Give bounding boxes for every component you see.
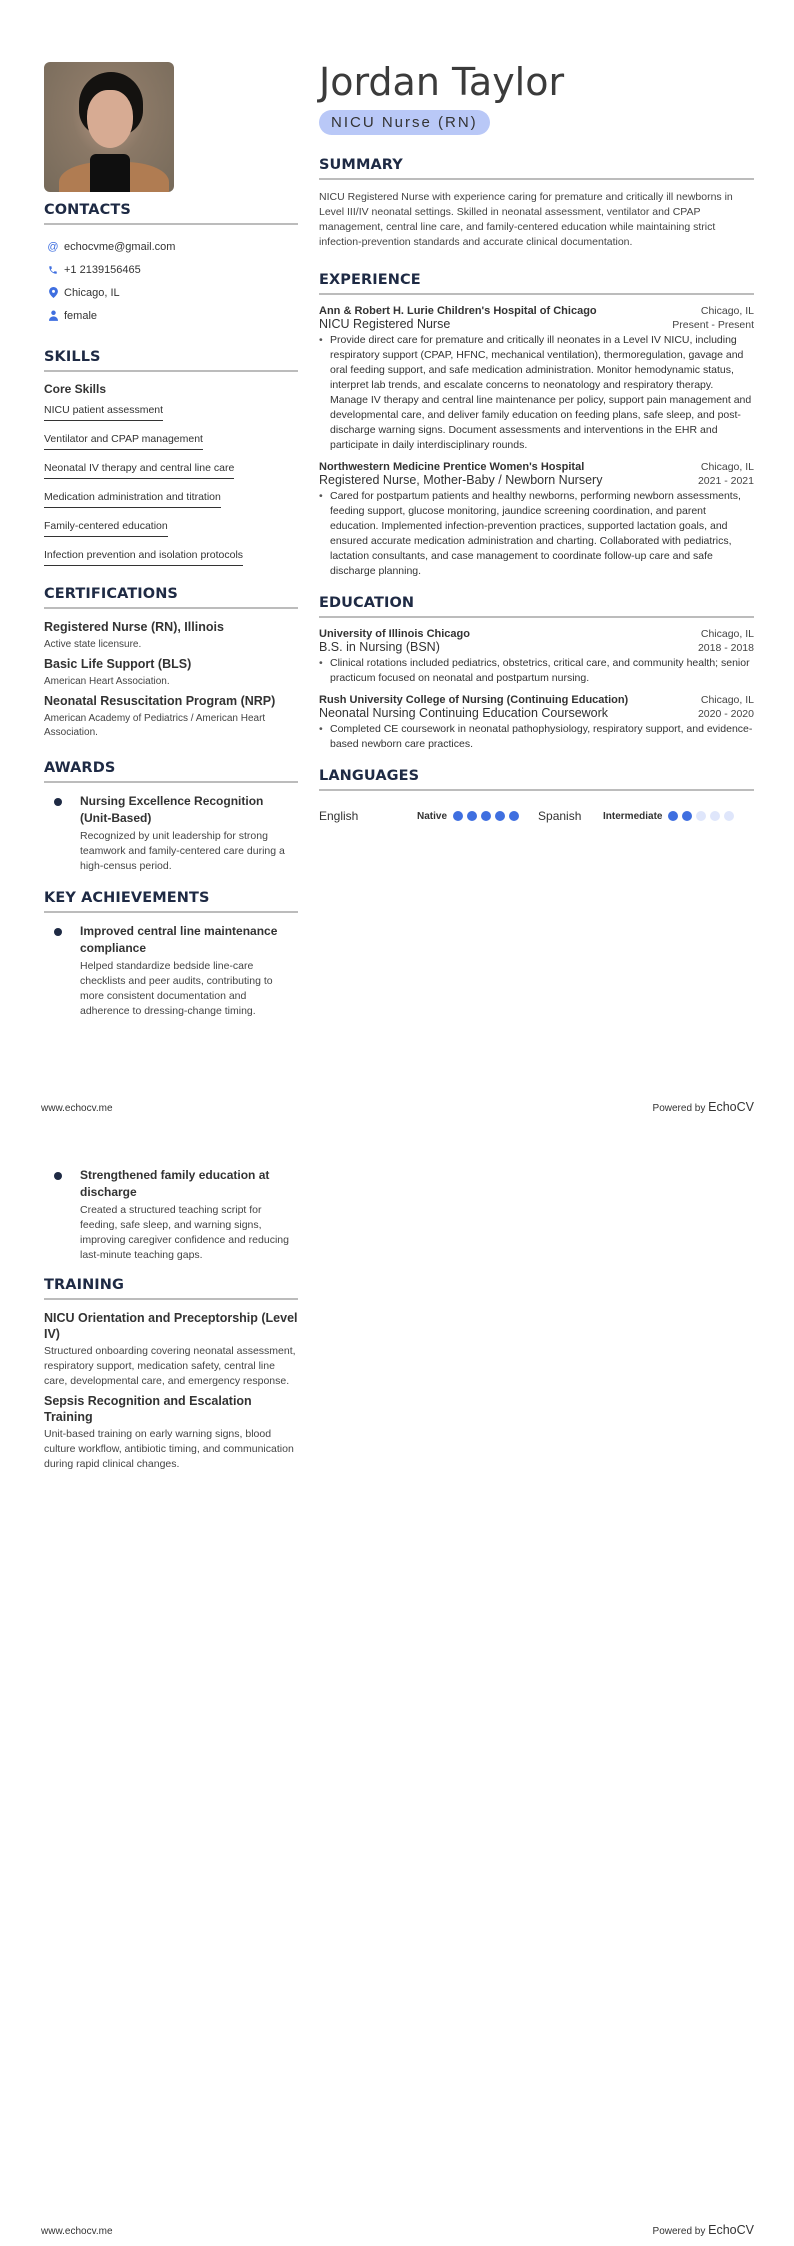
training-item: Sepsis Recognition and Escalation Training Unit-based training on early warning signs, blood culture workflow, antibiotic timing, and communication during rapid clinical changes. <box>44 1394 294 1470</box>
skill-item: Medication administration and titration <box>44 491 221 508</box>
bullet-dot-icon <box>54 798 62 806</box>
achievements-section <box>44 890 298 1019</box>
section-title: EDUCATION <box>319 595 754 618</box>
education-section <box>319 595 754 752</box>
languages-section <box>319 768 754 823</box>
proficiency-dots <box>668 811 734 821</box>
skills-section <box>44 349 298 574</box>
training-section <box>44 1277 298 1472</box>
language-level: Intermediate <box>603 810 663 822</box>
section-title: EXPERIENCE <box>319 272 754 295</box>
education-item <box>319 694 754 752</box>
bullet-dot-icon <box>54 1172 62 1180</box>
bullet: • Cared for postpartum patients and healthy newborns, performing newborn assessments, feeding support, glucose monitoring, jaundice screening coordination, and parent education. Implemented infection-prevention practices, supported lactation goals, and ensured accurate medication administration and charting. Collaborated with pediatrics, lactation consultants, and case management to coordinate follow-up care and safe discharge planning. <box>319 489 754 579</box>
skill-item: Infection prevention and isolation protocols <box>44 549 243 566</box>
achievement-item: Strengthened family education at discharge Created a structured teaching script for feeding, safe sleep, and warning signs, improving caregiver confidence and reducing last-minute teaching gaps. <box>44 1167 298 1263</box>
award-item: Nursing Excellence Recognition (Unit-Based) Recognized by unit leadership for strong teamwork and family-centered care during a high-census period. <box>44 793 298 874</box>
experience-section <box>319 272 754 579</box>
section-title: CONTACTS <box>44 202 298 225</box>
bullet: • Completed CE coursework in neonatal pathophysiology, respiratory support, and evidence-based newborn care practices. <box>319 722 754 752</box>
section-title: SKILLS <box>44 349 298 372</box>
section-title: SUMMARY <box>319 157 754 180</box>
role: NICU Registered Nurse <box>319 317 451 331</box>
contacts-section <box>44 202 298 327</box>
location: Chicago, IL <box>700 305 754 317</box>
school: University of Illinois Chicago <box>319 628 470 640</box>
skill-item: Ventilator and CPAP management <box>44 433 203 450</box>
skill-item: Neonatal IV therapy and central line care <box>44 462 234 479</box>
location: Chicago, IL <box>700 628 754 640</box>
contact-location: Chicago, IL <box>44 281 298 304</box>
section-title: AWARDS <box>44 760 298 783</box>
employer: Northwestern Medicine Prentice Women's Hospital <box>319 461 585 473</box>
brand-link[interactable]: EchoCV <box>708 1100 754 1114</box>
language-name: Spanish <box>538 809 582 823</box>
profile-photo <box>44 62 174 192</box>
person-icon <box>44 310 62 321</box>
brand-link[interactable]: EchoCV <box>708 2223 754 2237</box>
role: Registered Nurse, Mother-Baby / Newborn Nursery <box>319 473 603 487</box>
dates: 2021 - 2021 <box>697 475 754 487</box>
skill-item: NICU patient assessment <box>44 404 163 421</box>
contact-gender: female <box>44 304 298 327</box>
website-link[interactable]: www.echocv.me <box>41 2226 113 2237</box>
achievement-item: Improved central line maintenance compliance Helped standardize bedside line-care checklists and peer audits, contributing to more consistent documentation and adherence to dressing-change timing. <box>44 923 298 1019</box>
dates: Present - Present <box>672 319 754 331</box>
location: Chicago, IL <box>700 694 754 706</box>
resume-page-2 <box>0 1123 794 2246</box>
dates: 2018 - 2018 <box>697 642 754 654</box>
contact-phone[interactable]: +1 2139156465 <box>44 258 298 281</box>
awards-section <box>44 760 298 874</box>
cert-item: Registered Nurse (RN), Illinois Active state licensure. <box>44 620 224 650</box>
school: Rush University College of Nursing (Continuing Education) <box>319 694 629 706</box>
page-footer: www.echocv.me Powered by EchoCV <box>41 1100 754 1114</box>
candidate-name: Jordan Taylor <box>319 60 565 104</box>
experience-item <box>319 461 754 579</box>
job-title-badge: NICU Nurse (RN) <box>319 110 490 135</box>
skill-item: Family-centered education <box>44 520 168 537</box>
dates: 2020 - 2020 <box>697 708 754 720</box>
bullet-dot-icon <box>54 928 62 936</box>
certifications-section <box>44 586 298 740</box>
summary-text: NICU Registered Nurse with experience caring for premature and critically ill newborns in Level III/IV neonatal settings. Skilled in neonatal assessment, ventilator and CPAP management, central line care, and family-centered education while maintaining strict infection-prevention standards and accurate clinical documentation. <box>319 191 733 248</box>
cert-item: Basic Life Support (BLS) American Heart Association. <box>44 657 192 687</box>
right-column <box>319 60 754 823</box>
language-name: English <box>319 809 359 823</box>
page-footer: www.echocv.me Powered by EchoCV <box>41 2223 754 2237</box>
skills-group-title: Core Skills <box>44 382 107 396</box>
location-pin-icon <box>44 287 62 298</box>
section-title: KEY ACHIEVEMENTS <box>44 890 298 913</box>
location: Chicago, IL <box>700 461 754 473</box>
bullet: • Clinical rotations included pediatrics, obstetrics, critical care, and community health; senior practicum focused on neonatal and postpartum nursing. <box>319 656 754 686</box>
training-item: NICU Orientation and Preceptorship (Level IV) Structured onboarding covering neonatal assessment, respiratory support, medication safety, central line care, developmental care, and emergency response. <box>44 1311 298 1387</box>
left-column <box>44 1167 298 1472</box>
degree: Neonatal Nursing Continuing Education Coursework <box>319 706 609 720</box>
section-title: LANGUAGES <box>319 768 754 791</box>
website-link[interactable]: www.echocv.me <box>41 1103 113 1114</box>
section-title: CERTIFICATIONS <box>44 586 298 609</box>
language-level: Native <box>417 810 448 822</box>
degree: B.S. in Nursing (BSN) <box>319 640 440 654</box>
phone-icon <box>44 265 62 275</box>
contact-email[interactable]: @ echocvme@gmail.com <box>44 235 298 258</box>
summary-section <box>319 157 754 250</box>
education-item <box>319 628 754 686</box>
proficiency-dots <box>453 811 519 821</box>
section-title: TRAINING <box>44 1277 298 1300</box>
left-column <box>44 62 298 1029</box>
bullet: • Provide direct care for premature and critically ill neonates in a Level IV NICU, including respiratory support (CPAP, HFNC, mechanical ventilation), thermoregulation, gavage and oral feeding support, and safe medication administration. Monitor hemodynamic status, interpret lab trends, and escalate concerns to neonatology and respiratory therapy. Manage IV therapy and central line maintenance per policy, support pain management and developmental care, and deliver family education on feeding plans, safe sleep, and post-discharge warning signs. Document assessments and interventions in the EHR and participate in daily interdisciplinary rounds. <box>319 333 754 453</box>
employer: Ann & Robert H. Lurie Children's Hospital of Chicago <box>319 305 597 317</box>
experience-item <box>319 305 754 453</box>
at-icon: @ <box>47 240 59 253</box>
cert-item: Neonatal Resuscitation Program (NRP) American Academy of Pediatrics / American Heart Association. <box>44 694 276 738</box>
